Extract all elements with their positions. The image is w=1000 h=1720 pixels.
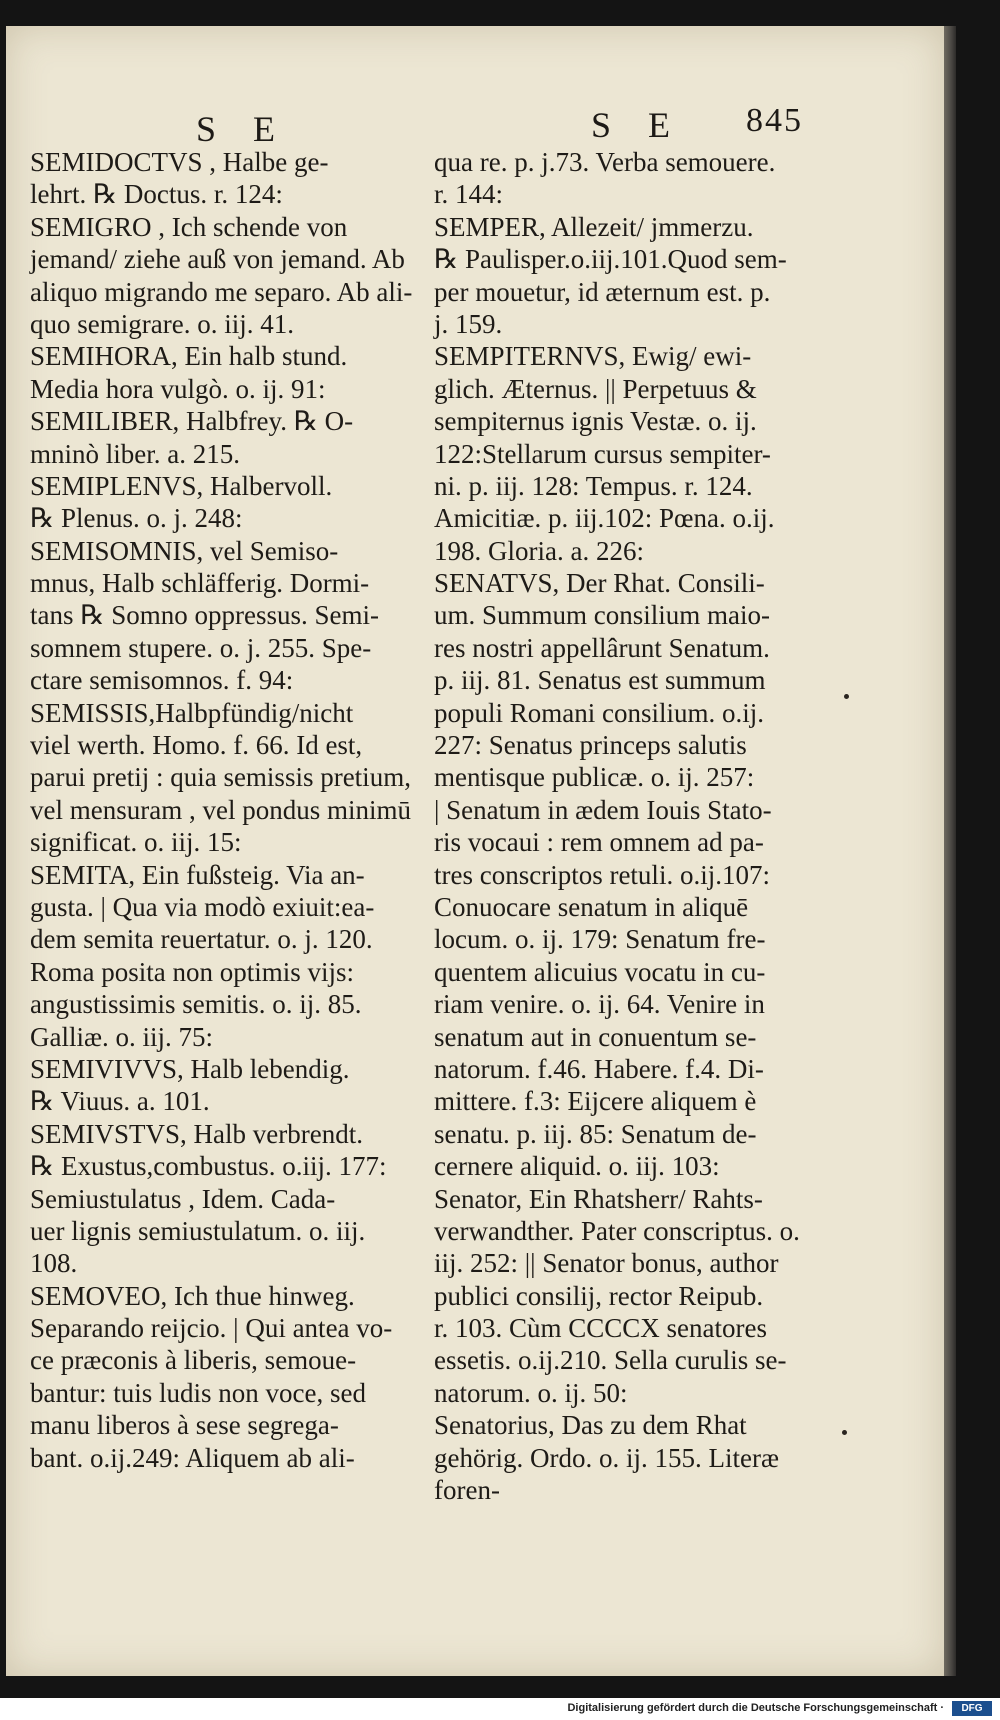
text-line: dem semita reuertatur. o. j. 120. — [30, 924, 373, 955]
text-line: mittere. f.3: Eijcere aliquem è — [434, 1086, 757, 1117]
text-line: ctare semisomnos. f. 94: — [30, 665, 294, 696]
text-line: Conuocare senatum in aliquē — [434, 891, 749, 922]
text-line: Separando reijcio. | Qui antea vo- — [30, 1313, 393, 1344]
margin-mark — [842, 1430, 847, 1435]
page-number: 845 — [746, 102, 803, 139]
text-line: natorum. o. ij. 50: — [434, 1377, 628, 1408]
header-right: S E — [591, 105, 685, 145]
text-line: foren- — [434, 1475, 500, 1506]
text-line: angustissimis semitis. o. ij. 85. — [30, 989, 362, 1020]
text-line: SENATVS, Der Rhat. Consili- — [434, 568, 765, 599]
text-line: sempiternus ignis Vestæ. o. ij. — [434, 406, 757, 437]
text-line: Galliæ. o. iij. 75: — [30, 1021, 214, 1052]
dfg-logo: DFG — [952, 1701, 992, 1716]
text-line: SEMIVIVVS, Halb lebendig. — [30, 1053, 350, 1084]
text-line: 227: Senatus princeps salutis — [434, 730, 747, 761]
text-line: parui pretij : quia semissis pretium, — [30, 762, 411, 793]
text-line: SEMPITERNVS, Ewig/ ewi- — [434, 341, 752, 372]
text-line: SEMOVEO, Ich thue hinweg. — [30, 1280, 355, 1311]
text-line: gusta. | Qua via modò exiuit:ea- — [30, 891, 375, 922]
text-line: SEMILIBER, Halbfrey. ℞ O- — [30, 406, 354, 437]
text-line: ℞ Plenus. o. j. 248: — [30, 503, 243, 534]
page-edge — [944, 26, 956, 1676]
text-line: SEMISSIS,Halbpfündig/nicht — [30, 697, 354, 728]
text-line: riam venire. o. ij. 64. Venire in — [434, 989, 765, 1020]
text-line: quo semigrare. o. iij. 41. — [30, 308, 294, 339]
text-line: Semiustulatus , Idem. Cada- — [30, 1183, 336, 1214]
text-line: r. 103. Cùm CCCCX senatores — [434, 1313, 768, 1344]
text-line: ℞ Paulisper.o.iij.101.Quod sem- — [434, 244, 787, 275]
text-line: Roma posita non optimis vijs: — [30, 956, 355, 987]
text-line: manu liberos à sese segrega- — [30, 1410, 339, 1441]
text-line: verwandther. Pater conscriptus. o. — [434, 1215, 800, 1246]
text-line: publici consilij, rector Reipub. — [434, 1280, 764, 1311]
text-line: 108. — [30, 1248, 78, 1279]
text-line: ℞ Viuus. a. 101. — [30, 1086, 210, 1117]
text-line: j. 159. — [434, 308, 503, 339]
text-line: SEMIDOCTVS , Halbe ge- — [30, 147, 329, 177]
text-line: per mouetur, id æternum est. p. — [434, 276, 771, 307]
text-line: bant. o.ij.249: Aliquem ab ali- — [30, 1442, 355, 1473]
text-line: Senatorius, Das zu dem Rhat — [434, 1410, 747, 1441]
text-line: SEMIPLENVS, Halbervoll. — [30, 470, 333, 501]
left-column — [30, 146, 435, 1474]
text-line: iij. 252: || Senator bonus, author — [434, 1248, 779, 1279]
text-line: 198. Gloria. a. 226: — [434, 535, 644, 566]
text-line: mnus, Halb schläfferig. Dormi- — [30, 568, 370, 599]
text-line: 122:Stellarum cursus sempiter- — [434, 438, 771, 469]
text-line: mentisque publicæ. o. ij. 257: — [434, 762, 755, 793]
text-line: essetis. o.ij.210. Sella curulis se- — [434, 1345, 787, 1376]
text-line: ni. p. iij. 128: Tempus. r. 124. — [434, 470, 753, 501]
text-line: senatum aut in conuentum se- — [434, 1021, 757, 1052]
text-line: SEMIVSTVS, Halb verbrendt. — [30, 1118, 363, 1149]
text-line: quentem alicuius vocatu in cu- — [434, 956, 766, 987]
text-line: mninò liber. a. 215. — [30, 438, 240, 469]
text-line: Media hora vulgò. o. ij. 91: — [30, 373, 326, 404]
text-line: tans ℞ Somno oppressus. Semi- — [30, 600, 379, 631]
text-line: ce præconis à liberis, semoue- — [30, 1345, 357, 1376]
text-line: bantur: tuis ludis non voce, sed — [30, 1377, 366, 1408]
book-page — [6, 26, 944, 1676]
text-line: SEMITA, Ein fußsteig. Via an- — [30, 859, 365, 890]
text-line: jemand/ ziehe auß von jemand. Ab — [30, 244, 405, 275]
text-line: somnem stupere. o. j. 255. Spe- — [30, 632, 372, 663]
text-line: r. 144: — [434, 179, 504, 210]
text-line: SEMISOMNIS, vel Semiso- — [30, 535, 339, 566]
running-header — [6, 86, 944, 149]
text-line: aliquo migrando me separo. Ab ali- — [30, 276, 413, 307]
text-line: SEMPER, Allezeit/ jmmerzu. — [434, 211, 754, 242]
text-line: um. Summum consilium maio- — [434, 600, 770, 631]
text-line: locum. o. ij. 179: Senatum fre- — [434, 924, 766, 955]
text-line: | Senatum in ædem Iouis Stato- — [434, 794, 772, 825]
text-line: SEMIGRO , Ich schende von — [30, 211, 348, 242]
text-line: populi Romani consilium. o.ij. — [434, 697, 764, 728]
text-line: tres conscriptos retuli. o.ij.107: — [434, 859, 770, 890]
text-line: significat. o. iij. 15: — [30, 827, 242, 858]
text-line: glich. Æternus. || Perpetuus & — [434, 373, 757, 404]
text-line: gehörig. Ordo. o. ij. 155. Literæ — [434, 1442, 779, 1473]
text-line: vel mensuram , vel pondus minimū — [30, 794, 411, 825]
margin-mark — [844, 694, 849, 699]
text-line: ris vocaui : rem omnem ad pa- — [434, 827, 764, 858]
header-left: S E — [196, 109, 290, 149]
text-line: cernere aliquid. o. iij. 103: — [434, 1151, 720, 1182]
footer-credit: Digitalisierung gefördert durch die Deutsche Forschungsgemeinschaft · — [567, 1702, 944, 1714]
text-line: lehrt. ℞ Doctus. r. 124: — [30, 179, 283, 210]
text-line: qua re. p. j.73. Verba semouere. — [434, 147, 776, 177]
text-line: natorum. f.46. Habere. f.4. Di- — [434, 1053, 764, 1084]
text-line: viel werth. Homo. f. 66. Id est, — [30, 730, 363, 761]
text-line: ℞ Exustus,combustus. o.iij. 177: — [30, 1151, 387, 1182]
text-line: SEMIHORA, Ein halb stund. — [30, 341, 348, 372]
text-line: p. iij. 81. Senatus est summum — [434, 665, 766, 696]
text-line: res nostri appellârunt Senatum. — [434, 632, 770, 663]
text-line: uer lignis semiustulatum. o. iij. — [30, 1215, 366, 1246]
text-line: Amicitiæ. p. iij.102: Pœna. o.ij. — [434, 503, 775, 534]
text-line: senatu. p. iij. 85: Senatum de- — [434, 1118, 757, 1149]
footer-bar — [0, 1698, 1000, 1720]
right-column — [434, 146, 839, 1506]
text-line: Senator, Ein Rhatsherr/ Rahts- — [434, 1183, 763, 1214]
